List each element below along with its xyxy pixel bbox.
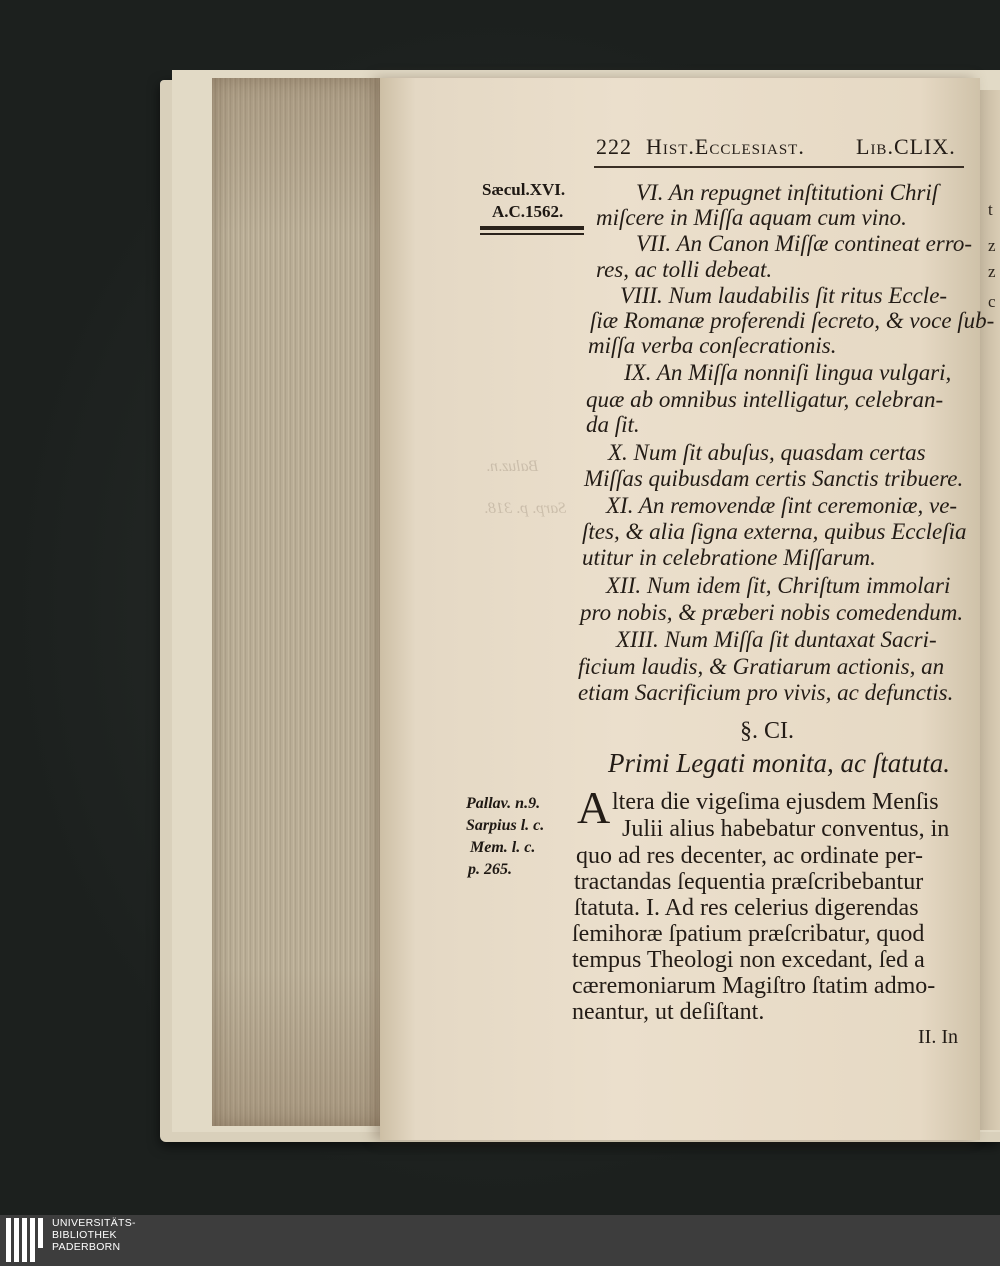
facing-page-letter: z [988,236,996,255]
margin-year: A.C.1562. [492,202,564,221]
text-line: VI. An repugnet inſtitutioni Chriſ [636,180,939,205]
text-line: pro nobis, & præberi nobis comedendum. [580,600,964,625]
text-line: ſiæ Romanæ proferendi ſecreto, & voce ſub- [590,308,995,333]
body-line: cæremoniarum Magiſtro ſtatim admo- [572,973,936,999]
text-line: IX. An Miſſa nonniſi lingua vulgari, [624,360,952,385]
text-line: etiam Sacrificium pro vivis, ac defunctis. [578,680,954,705]
text-line: miſſa verba conſecrationis. [588,333,837,358]
body-line: tempus Theologi non excedant, ſed a [572,947,925,973]
library-logo-text [52,1217,136,1253]
body-line: ſemihoræ ſpatium præſcribatur, quod [572,921,925,947]
text-line: da ſit. [586,412,640,437]
margin-reference: Mem. l. c. [470,839,536,856]
bleed-through: Baluz.n. [486,458,539,475]
text-line: XII. Num idem ſit, Chriſtum immolari [606,573,951,598]
text-line: ſtes, & alia ſigna externa, quibus Eccleſia [582,519,967,544]
margin-rule [480,226,584,230]
bleed-through: Sarp. p. 318. [484,500,567,517]
body-line: ltera die vigeſima ejusdem Menſis [612,789,939,815]
page-block-edge [212,78,401,1126]
text-line: VIII. Num laudabilis ſit ritus Eccle- [620,283,948,308]
section-number: §. CI. [740,718,794,744]
library-name-line1: UNIVERSITÄTS- [52,1217,136,1229]
text-line: quæ ab omnibus intelligatur, celebran- [586,387,944,412]
margin-reference: Sarpius l. c. [466,817,545,834]
facing-page-letter: t [988,200,993,219]
body-line: Julii alius habebatur conventus, in [622,816,950,842]
text-line: res, ac tolli debeat. [596,257,773,282]
body-line: ſtatuta. I. Ad res celerius digerendas [574,895,919,921]
text-line: VII. An Canon Miſſæ contineat erro- [636,231,973,256]
library-name-line3: PADERBORN [52,1241,121,1253]
drop-cap: A [577,782,611,833]
library-logo-icon [6,1218,44,1262]
catchword: II. In [918,1026,958,1048]
margin-reference: Pallav. n.9. [466,795,541,812]
facing-page-letter: c [988,292,996,311]
text-line: Miſſas quibusdam certis Sanctis tribuere. [584,466,964,491]
body-line: tractandas ſequentia præſcribebantur [574,869,924,895]
header-rule [594,166,964,168]
text-line: XIII. Num Miſſa ſit duntaxat Sacri- [616,627,937,652]
body-line: quo ad res decenter, ac ordinate per- [576,843,924,869]
running-title: Hist.Ecclesiast. [646,134,805,159]
text-line: ficium laudis, & Gratiarum actionis, an [578,654,945,679]
margin-reference: p. 265. [468,861,512,878]
body-line: neantur, ut deſiſtant. [572,999,765,1025]
text-line: miſcere in Miſſa aquam cum vino. [596,205,907,230]
facing-page-letter: z [988,262,996,281]
library-name-line2: BIBLIOTHEK [52,1229,117,1241]
section-title: Primi Legati monita, ac ſtatuta. [608,748,950,778]
text-line: X. Num ſit abuſus, quasdam certas [608,440,926,465]
text-line: utitur in celebratione Miſſarum. [582,545,876,570]
margin-rule [480,233,584,235]
margin-saeculum: Sæcul.XVI. [482,180,566,199]
footer-bar [0,1215,1000,1266]
page-number: 222 [596,134,632,159]
book-number: Lib.CLIX. [856,134,956,159]
text-line: XI. An removendæ ſint ceremoniæ, ve- [606,493,958,518]
